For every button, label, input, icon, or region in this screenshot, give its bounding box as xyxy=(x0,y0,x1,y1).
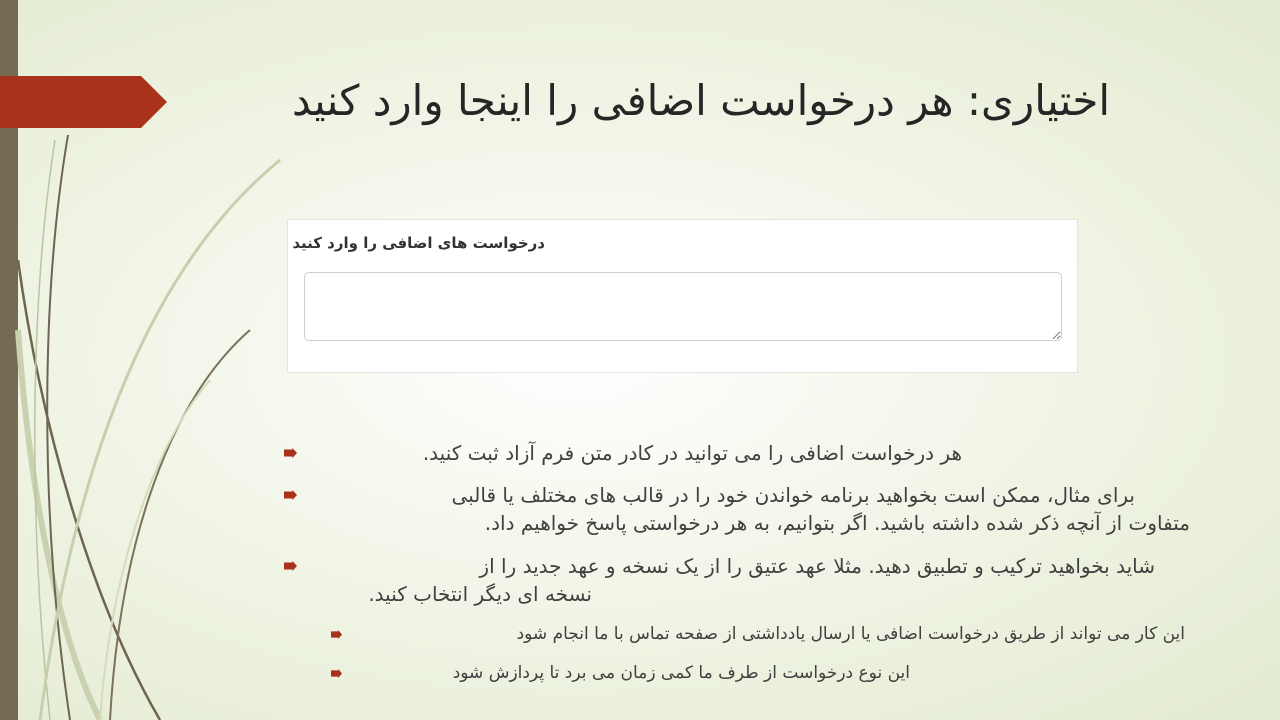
sub-bullet-item xyxy=(310,661,910,685)
sub-bullet-item xyxy=(345,622,1185,646)
bullet-text-line: برای مثال، ممکن است بخواهید برنامه خواندن خود را در قالب های مختلف یا قالبی xyxy=(451,483,1135,507)
slide-title: اختیاری: هر درخواست اضافی را اینجا وارد کنید xyxy=(291,76,1110,125)
bullet-text-line: نسخه ای دیگر انتخاب کنید. xyxy=(368,582,592,606)
sub-bullet-text: این نوع درخواست از طرف ما کمی زمان می برد تا پردازش شود xyxy=(452,663,910,683)
bullet-item xyxy=(255,481,1135,509)
bullet-text-line: شاید بخواهید ترکیب و تطبیق دهید. مثلا عهد عتیق را از یک نسخه و عهد جدید را از xyxy=(479,554,1155,578)
bullet-text-line: متفاوت از آنچه ذکر شده داشته باشید. اگر بتوانیم، به هر درخواستی پاسخ خواهیم داد. xyxy=(484,511,1190,535)
bullet-item xyxy=(262,439,962,467)
bullet-item-continued xyxy=(292,580,592,608)
bullet-item-continued xyxy=(290,509,1190,537)
sub-bullet-arrow-icon xyxy=(331,630,342,639)
bullet-item xyxy=(255,552,1155,580)
sub-bullet-text: این کار می تواند از طریق درخواست اضافی یا ارسال یادداشتی از صفحه تماس با ما انجام شود xyxy=(516,624,1185,644)
bullet-text: هر درخواست اضافی را می توانید در کادر متن فرم آزاد ثبت کنید. xyxy=(422,441,962,465)
additional-requests-label: درخواست های اضافی را وارد کنید xyxy=(292,234,545,252)
